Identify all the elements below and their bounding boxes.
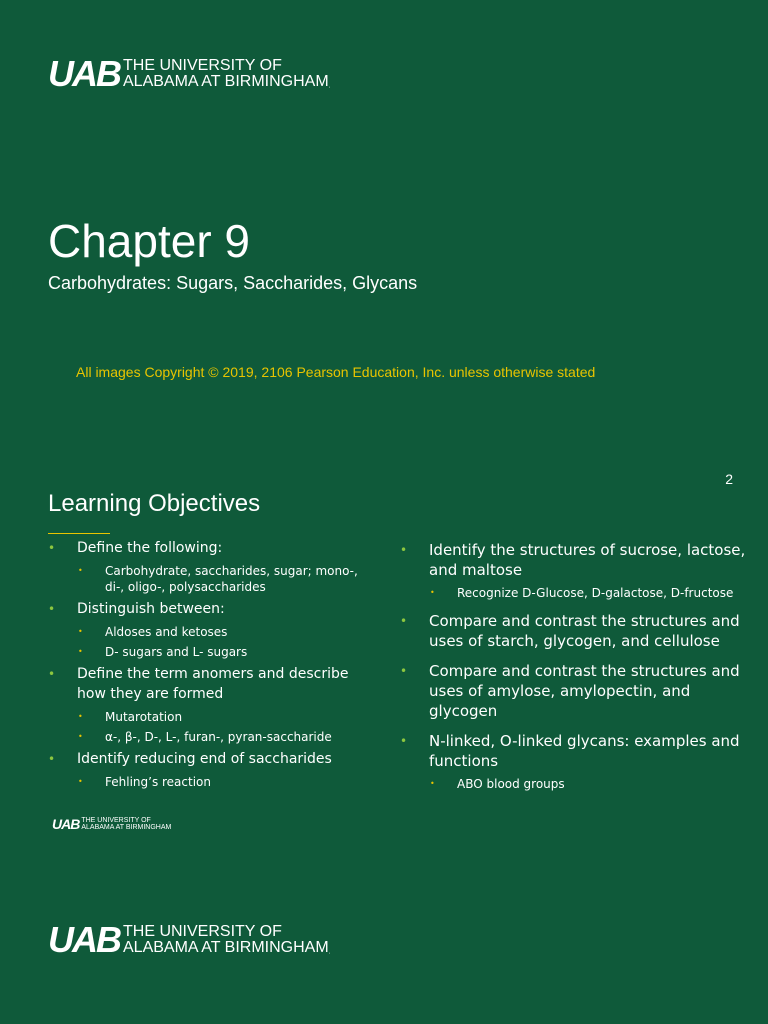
page-subtitle: Carbohydrates: Sugars, Saccharides, Glycans <box>48 273 418 293</box>
objective-text: Compare and contrast the structures and uses of starch, glycogen, and cellulose <box>429 612 740 650</box>
objective-item <box>48 599 368 660</box>
uab-logo-name <box>123 58 330 90</box>
uab-logo-top <box>48 53 331 94</box>
sub-objective-list <box>77 563 368 595</box>
uab-logo-line2: ALABAMA AT BIRMINGHAM <box>81 824 172 831</box>
sub-objective-item <box>48 709 368 725</box>
sub-bullet-icon: • <box>78 627 83 636</box>
uab-logo-name <box>123 924 330 956</box>
sub-bullet-icon: • <box>78 777 83 786</box>
objective-text: Define the following: <box>77 540 223 556</box>
sub-objective-list <box>77 709 368 745</box>
sub-objective-item <box>48 774 368 790</box>
bullet-icon: • <box>48 667 56 681</box>
uab-logo-small <box>52 817 171 831</box>
uab-logo-line1: THE UNIVERSITY OF <box>81 817 151 824</box>
sub-bullet-icon: • <box>78 712 83 721</box>
uab-logo-bottom <box>48 919 331 960</box>
objectives-left-column <box>48 538 368 794</box>
sub-objective-list <box>77 624 368 660</box>
sub-objective-item <box>400 776 748 792</box>
sub-bullet-icon: • <box>430 779 435 788</box>
sub-objective-text: Aldoses and ketoses <box>105 625 228 639</box>
bullet-icon: • <box>400 734 408 748</box>
sub-objective-text: Recognize D-Glucose, D-galactose, D-fructose <box>457 586 734 600</box>
uab-logo-name <box>81 817 171 831</box>
sub-bullet-icon: • <box>78 566 83 575</box>
sub-objective-item <box>48 644 368 660</box>
objective-text: Identify reducing end of saccharides <box>77 751 332 767</box>
sub-objective-text: ABO blood groups <box>457 777 565 791</box>
bullet-icon: • <box>48 541 56 555</box>
objective-item <box>400 731 748 792</box>
objective-text: Define the term anomers and describe how they are formed <box>77 666 349 702</box>
sub-objective-text: α-, β-, D-, L-, furan-, pyran-saccharide <box>105 730 332 744</box>
objectives-right-column <box>400 540 748 802</box>
sub-bullet-icon: • <box>430 588 435 597</box>
sub-objective-list <box>77 774 368 790</box>
uab-logo-mark: UAB <box>52 816 80 832</box>
sub-objective-list <box>429 585 748 601</box>
objective-item <box>400 540 748 601</box>
uab-logo-line1: THE UNIVERSITY OF <box>123 923 282 940</box>
sub-objective-text: Fehling’s reaction <box>105 775 211 789</box>
uab-logo-line1: THE UNIVERSITY OF <box>123 57 282 74</box>
bullet-icon: • <box>400 543 408 557</box>
sub-objective-list <box>429 776 748 792</box>
sub-objective-text: D- sugars and L- sugars <box>105 645 248 659</box>
bullet-icon: • <box>400 664 408 678</box>
sub-bullet-icon: • <box>78 732 83 741</box>
uab-logo-line2: ALABAMA AT BIRMINGHAM <box>123 939 329 956</box>
objective-text: Distinguish between: <box>77 601 225 617</box>
objective-item <box>48 749 368 790</box>
objective-item <box>48 538 368 595</box>
uab-logo-mark: UAB <box>48 919 120 960</box>
sub-objective-text: Carbohydrate, saccharides, sugar; mono-, di-, oligo-, polysaccharides <box>105 564 358 594</box>
sub-objective-item <box>48 624 368 640</box>
page-title: Chapter 9 <box>48 215 251 267</box>
sub-objective-item <box>400 585 748 601</box>
bullet-icon: • <box>48 752 56 766</box>
copyright-notice: All images Copyright © 2019, 2106 Pearson Education, Inc. unless otherwise stated <box>76 364 596 380</box>
sub-objective-item <box>48 563 368 595</box>
title-underline <box>48 533 110 534</box>
uab-logo-line2: ALABAMA AT BIRMINGHAM <box>123 73 329 90</box>
objectives-right-list <box>400 540 748 792</box>
page-number: 2 <box>725 471 733 487</box>
learning-objectives-title: Learning Objectives <box>48 490 261 517</box>
bullet-icon: • <box>400 614 408 628</box>
uab-logo-mark: UAB <box>48 53 120 94</box>
bullet-icon: • <box>48 602 56 616</box>
objective-text: N-linked, O-linked glycans: examples and functions <box>429 732 740 770</box>
uab-logo-tm: . <box>328 948 331 956</box>
objective-item <box>48 664 368 745</box>
uab-logo-tm: . <box>328 82 331 90</box>
objectives-left-list <box>48 538 368 790</box>
objective-text: Compare and contrast the structures and uses of amylose, amylopectin, and glycogen <box>429 662 740 720</box>
sub-objective-text: Mutarotation <box>105 710 183 724</box>
objective-item <box>400 611 748 651</box>
objective-text: Identify the structures of sucrose, lactose, and maltose <box>429 541 746 579</box>
objective-item <box>400 661 748 721</box>
sub-bullet-icon: • <box>78 647 83 656</box>
sub-objective-item <box>48 729 368 745</box>
